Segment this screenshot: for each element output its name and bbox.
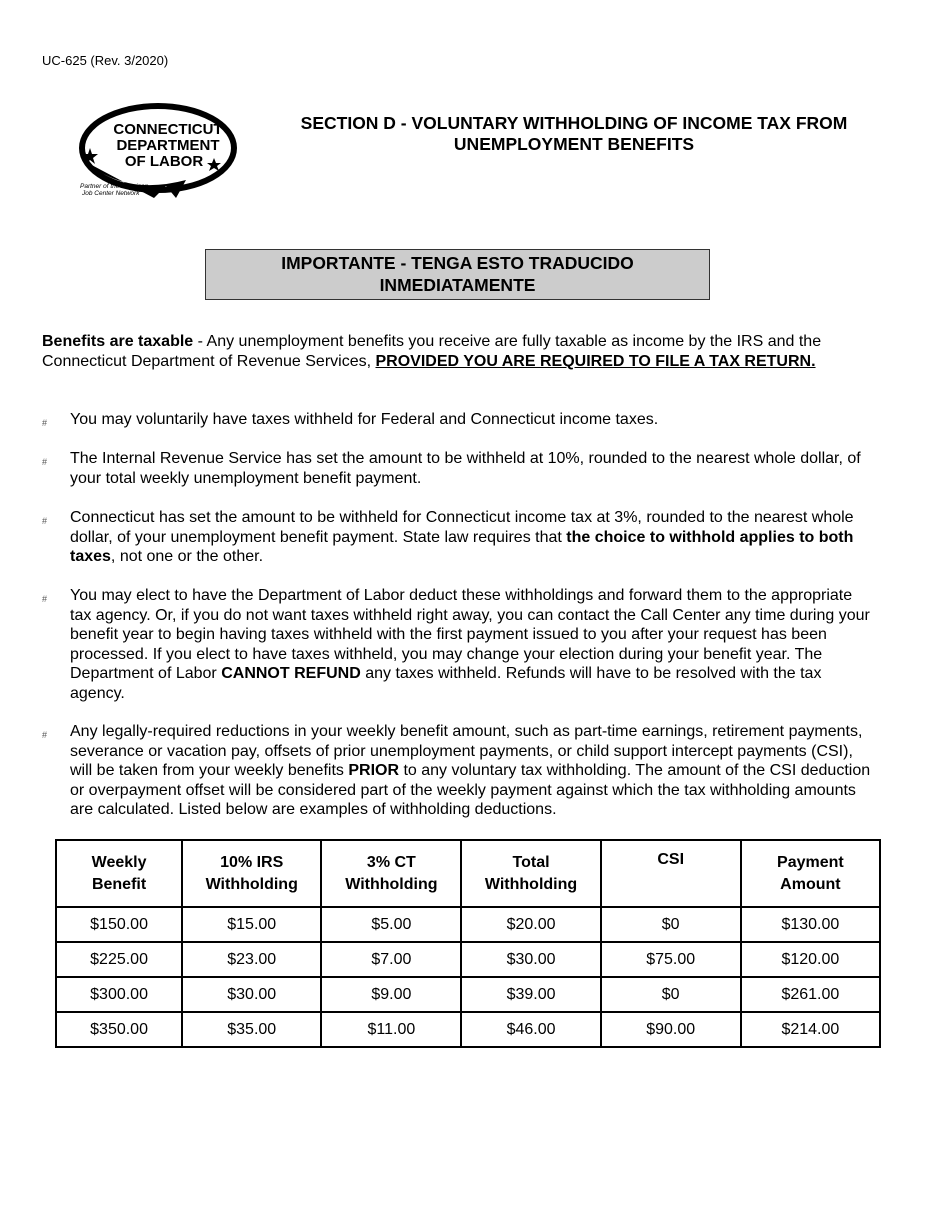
ct-dol-logo [66,100,242,206]
list-item [42,508,872,567]
table-cell: $7.00 [321,942,461,977]
table-row [56,907,880,942]
bullet-text: You may voluntarily have taxes withheld for Federal and Connecticut income taxes. [70,411,659,428]
logo-line3: OF LABOR [124,153,204,170]
bullet-text-bold: CANNOT REFUND [221,665,361,682]
logo-tagline2: Job Center Network [82,190,140,197]
bullet-text-part: Connecticut has set the amount to be withheld for Connecticut income tax at 3%, rounded to the nearest whole dollar, of your unemployment benefit payment. State law requires that [70,509,854,546]
intro-bold: Benefits are taxable [42,333,194,350]
table-cell: $120.00 [741,942,880,977]
table-cell: $46.00 [461,1012,600,1047]
bullet-text-part: , not one or the other. [110,548,264,565]
table-cell: $214.00 [741,1012,880,1047]
table-cell: $35.00 [182,1012,321,1047]
table-cell: $130.00 [741,907,880,942]
table-row [56,942,880,977]
table-cell: $23.00 [182,942,321,977]
bullet-text-bold: the choice to withhold applies to both taxes [70,528,854,565]
section-title [272,113,876,155]
bullet-text [70,586,872,703]
bullet-text-part: to any voluntary tax withholding. The amount of the CSI deduction or overpayment offset will be considered part of the weekly payment against which the tax withholding amounts are calculated. Listed below are examples of withholding deductions. [70,762,871,818]
table-cell: $0 [601,977,741,1012]
column-header-csi: CSI [601,840,741,907]
bullet-icon: # [42,594,48,604]
bullet-text [70,508,872,567]
bullet-text: The Internal Revenue Service has set the amount to be withheld at 10%, rounded to the nearest whole dollar, of your total weekly unemployment benefit payment. [70,450,861,487]
intro-text: - Any unemployment benefits you receive are fully taxable as income by the IRS and the Connecticut Department of Revenue Services, [42,333,822,370]
table-cell: $20.00 [461,907,600,942]
bullet-text-part: any taxes withheld. Refunds will have to be resolved with the tax agency. [70,665,822,702]
translation-notice-box [205,249,710,300]
bullet-icon: # [42,516,48,526]
column-header-payment-amount: Payment Amount [741,840,880,907]
bullet-icon: # [42,730,48,740]
logo-tagline1: Partner of the American [80,183,149,190]
column-header-ct-withholding: 3% CT Withholding [321,840,461,907]
bullet-text-bold: PRIOR [348,762,400,779]
table-cell: $9.00 [321,977,461,1012]
table-cell: $350.00 [56,1012,182,1047]
bullet-icon: # [42,418,48,428]
bullet-text-part: Any legally-required reductions in your weekly benefit amount, such as part-time earnings, retirement payments, severance or vacation pay, offsets of prior unemployment payments, or child support intercept payments (CSI), will be taken from your weekly benefits [70,723,863,779]
table-cell: $30.00 [461,942,600,977]
section-title-line1: SECTION D - VOLUNTARY WITHHOLDING OF INCOME TAX FROM [300,113,848,133]
table-cell: $300.00 [56,977,182,1012]
translation-notice-line2: INMEDIATAMENTE [379,274,536,295]
column-header-irs-withholding: 10% IRS Withholding [182,840,321,907]
form-id: UC-625 (Rev. 3/2020) [42,53,169,68]
list-item [42,410,872,430]
list-item [42,586,872,703]
table-cell: $150.00 [56,907,182,942]
table-cell: $0 [601,907,741,942]
table-cell: $11.00 [321,1012,461,1047]
table-cell: $75.00 [601,942,741,977]
intro-paragraph [42,332,862,371]
table-cell: $39.00 [461,977,600,1012]
bullet-text [70,722,872,820]
logo-line2: DEPARTMENT [116,137,220,154]
column-header-total-withholding: Total Withholding [461,840,600,907]
translation-notice-line1: IMPORTANTE - TENGA ESTO TRADUCIDO [281,253,634,273]
table-cell: $5.00 [321,907,461,942]
column-header-weekly-benefit: Weekly Benefit [56,840,182,907]
intro-emphasis: PROVIDED YOU ARE REQUIRED TO FILE A TAX RETURN. [375,352,816,370]
table-cell: $90.00 [601,1012,741,1047]
logo-line1: CONNECTICUT [113,121,223,138]
table-cell: $15.00 [182,907,321,942]
table-row [56,977,880,1012]
section-title-line2: UNEMPLOYMENT BENEFITS [453,134,695,154]
bullet-icon: # [42,457,48,467]
star-icon [207,158,221,171]
bullet-text-part: You may elect to have the Department of Labor deduct these withholdings and forward them to the appropriate tax agency. Or, if you do not want taxes withheld right away, you can contact the Call Center any time during your benefit year to begin having taxes withheld with the first payment issued to you after your request has been processed. If you elect to have taxes withheld, you may change your election during your benefit year. The Department of Labor [70,587,870,682]
table-cell: $261.00 [741,977,880,1012]
withholding-examples-table [55,839,881,1048]
list-item [42,722,872,820]
table-cell: $30.00 [182,977,321,1012]
list-item [42,449,872,488]
table-row [56,1012,880,1047]
table-cell: $225.00 [56,942,182,977]
table-header-row [56,840,880,907]
